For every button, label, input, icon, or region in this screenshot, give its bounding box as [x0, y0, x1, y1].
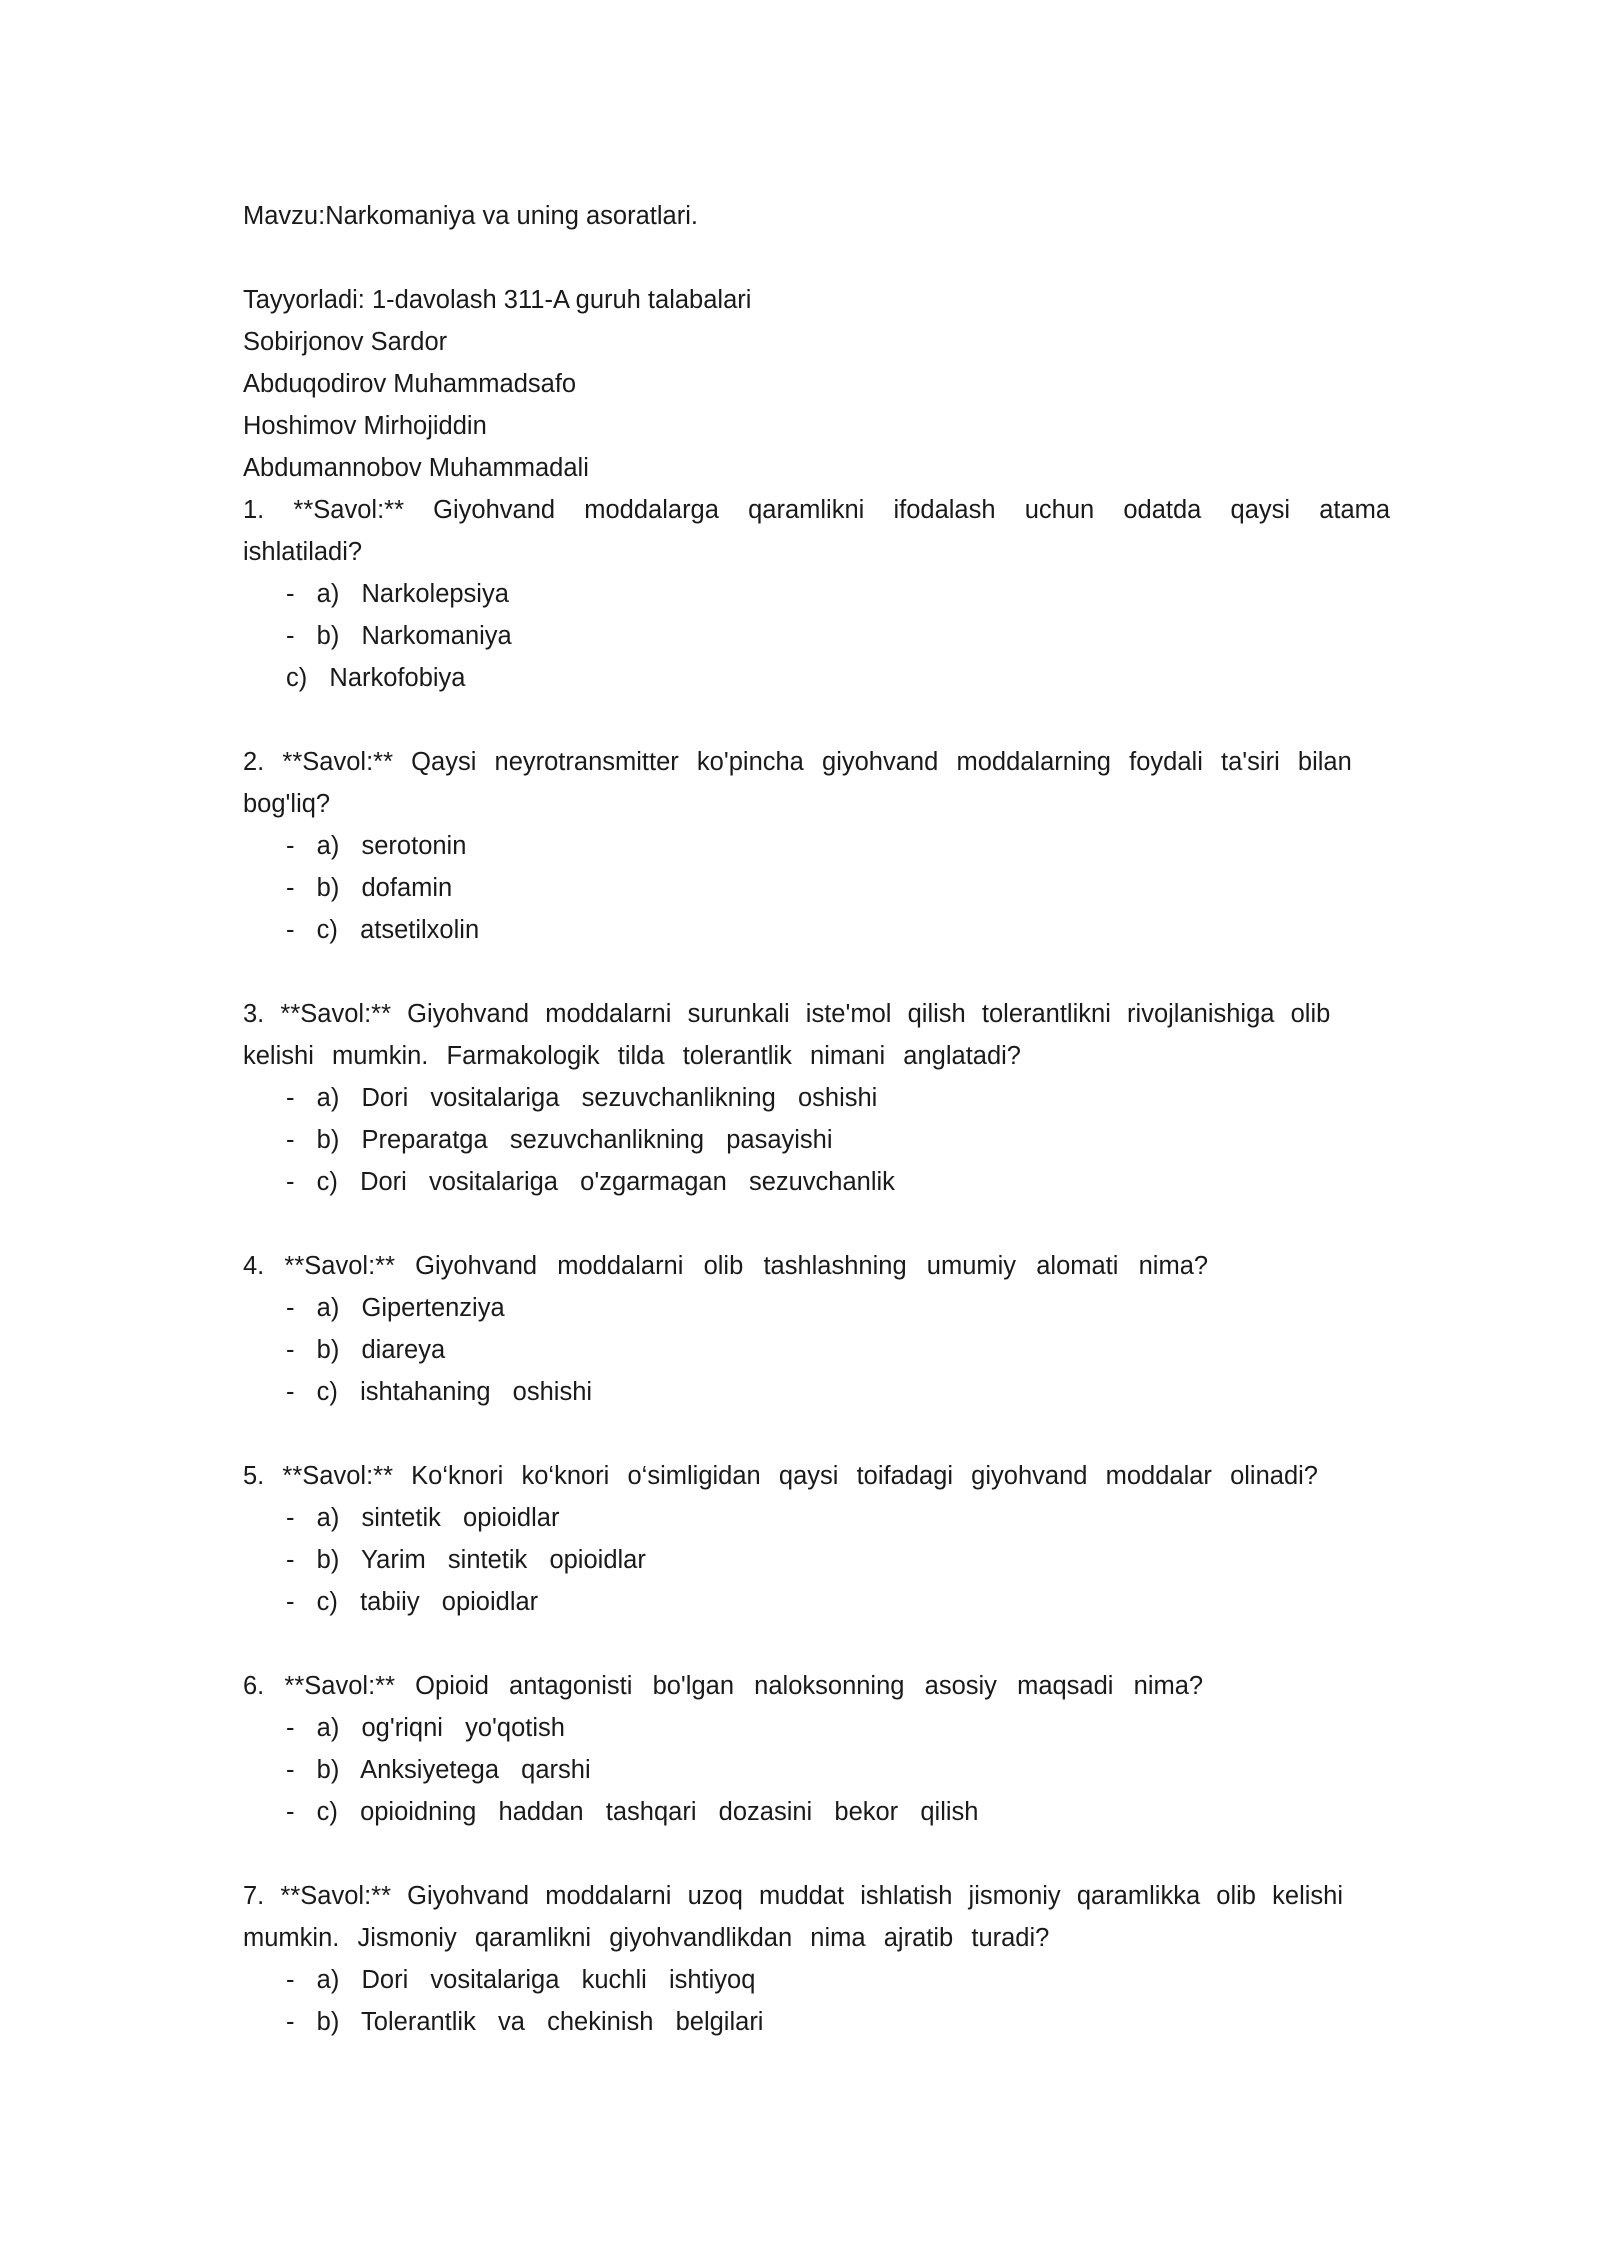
question-text: 2. **Savol:** Qaysi neyrotransmitter ko'pincha giyohvand moddalarning foydali ta'siri bilan: [243, 748, 1352, 776]
answer-option: - b) Anksiyetega qarshi: [286, 1756, 591, 1784]
answer-options: [243, 825, 1360, 951]
answer-option: - a) Narkolepsiya: [286, 580, 509, 608]
spacer: [243, 1833, 1360, 1875]
answer-option: - c) atsetilxolin: [286, 916, 480, 944]
answer-option: - b) dofamin: [286, 874, 453, 902]
answer-option: - b) Yarim sintetik opioidlar: [286, 1546, 646, 1574]
prepared-by: Tayyorladi: 1-davolash 311-A guruh talabalari: [243, 286, 752, 314]
question-2: [243, 741, 1360, 951]
question-7: [243, 1875, 1360, 2043]
answer-option: - a) Dori vositalariga sezuvchanlikning oshishi: [286, 1084, 878, 1112]
spacer: [243, 1413, 1360, 1455]
answer-option: - c) ishtahaning oshishi: [286, 1378, 593, 1406]
question-text: 3. **Savol:** Giyohvand moddalarni surunkali iste'mol qilish tolerantlikni rivojlanishiga olib: [243, 1000, 1331, 1028]
spacer: [243, 237, 1360, 279]
question-6: [243, 1665, 1360, 1833]
answer-option: - a) Dori vositalariga kuchli ishtiyoq: [286, 1966, 756, 1994]
answer-option: - b) Narkomaniya: [286, 622, 512, 650]
topic-title: Mavzu:Narkomaniya va uning asoratlari.: [243, 202, 698, 230]
answer-options: [243, 1707, 1360, 1833]
question-text: 1. **Savol:** Giyohvand moddalarga qaramlikni ifodalash uchun odatda qaysi atama: [243, 496, 1391, 524]
answer-option: - c) Dori vositalariga o'zgarmagan sezuvchanlik: [286, 1168, 895, 1196]
answer-option: - c) tabiiy opioidlar: [286, 1588, 539, 1616]
answer-options: [243, 1077, 1360, 1203]
question-text-cont: bog'liq?: [243, 790, 331, 818]
answer-option: - b) Preparatga sezuvchanlikning pasayishi: [286, 1126, 833, 1154]
question-4: [243, 1245, 1360, 1413]
answer-options: [243, 1497, 1360, 1623]
answer-options: [243, 1287, 1360, 1413]
document-page: [243, 195, 1391, 2043]
answer-options: [243, 573, 1360, 699]
author-name: Hoshimov Mirhojiddin: [243, 412, 487, 440]
question-1: [243, 489, 1391, 699]
answer-option: - a) sintetik opioidlar: [286, 1504, 560, 1532]
question-5: [243, 1455, 1360, 1623]
question-text-cont: ishlatiladi?: [243, 538, 363, 566]
question-text-cont: kelishi mumkin. Farmakologik tilda tolerantlik nimani anglatadi?: [243, 1042, 1021, 1070]
author-name: Abduqodirov Muhammadsafo: [243, 370, 577, 398]
question-text: 5. **Savol:** Ko‘knori ko‘knori o‘simligidan qaysi toifadagi giyohvand moddalar olinadi?: [243, 1462, 1318, 1490]
spacer: [243, 699, 1360, 741]
question-text: 6. **Savol:** Opioid antagonisti bo'lgan naloksonning asosiy maqsadi nima?: [243, 1672, 1204, 1700]
answer-option: - b) Tolerantlik va chekinish belgilari: [286, 2008, 764, 2036]
question-text: 4. **Savol:** Giyohvand moddalarni olib tashlashning umumiy alomati nima?: [243, 1252, 1209, 1280]
spacer: [243, 1623, 1360, 1665]
answer-options: [243, 1959, 1360, 2043]
answer-option: - a) serotonin: [286, 832, 467, 860]
answer-option: - c) opioidning haddan tashqari dozasini bekor qilish: [286, 1798, 979, 1826]
author-name: Abdumannobov Muhammadali: [243, 454, 589, 482]
author-name: Sobirjonov Sardor: [243, 328, 448, 356]
question-text: 7. **Savol:** Giyohvand moddalarni uzoq muddat ishlatish jismoniy qaramlikka olib kelishi: [243, 1882, 1344, 1910]
question-3: [243, 993, 1360, 1203]
spacer: [243, 1203, 1360, 1245]
answer-option: - b) diareya: [286, 1336, 446, 1364]
question-text-cont: mumkin. Jismoniy qaramlikni giyohvandlikdan nima ajratib turadi?: [243, 1924, 1050, 1952]
spacer: [243, 951, 1360, 993]
answer-option: c) Narkofobiya: [286, 664, 466, 692]
answer-option: - a) Gipertenziya: [286, 1294, 505, 1322]
answer-option: - a) og'riqni yo'qotish: [286, 1714, 565, 1742]
